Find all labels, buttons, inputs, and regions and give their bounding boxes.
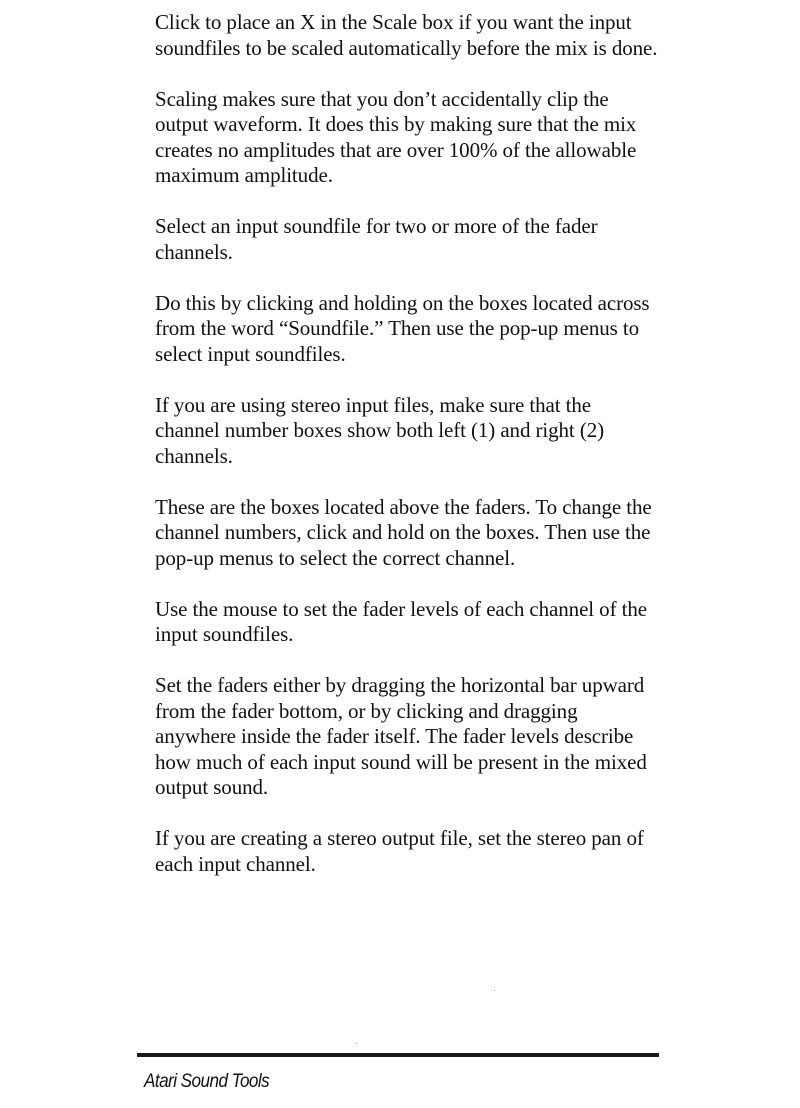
scan-speck — [494, 990, 495, 991]
footer-rule — [137, 1053, 659, 1057]
footer-title: Atari Sound Tools — [144, 1071, 270, 1092]
paragraph-channel-boxes: These are the boxes located above the faders. To change the channel numbers, click and hold on the boxes. Then use the pop-up menus to select the correct channel. — [155, 494, 652, 570]
paragraph-scale-box: Click to place an X in the Scale box if you want the input soundfiles to be scaled automatically before the mix is done. — [155, 10, 658, 60]
scan-speck — [356, 1043, 357, 1044]
paragraph-set-faders: Set the faders either by dragging the horizontal bar upward from the fader bottom, or by clicking and dragging anywhere inside the fader itself. The fader levels describe how much of each input sound will be present in the mixed output sound. — [155, 673, 647, 799]
paragraph-fader-levels: Use the mouse to set the fader levels of each channel of the input soundfiles. — [155, 596, 647, 646]
paragraph-stereo-input: If you are using stereo input files, make sure that the channel number boxes show both left (1) and right (2) channels. — [155, 392, 604, 468]
paragraph-scaling-explained: Scaling makes sure that you don’t accidentally clip the output waveform. It does this by making sure that the mix creates no amplitudes that are over 100% of the allowable maximum amplitude. — [155, 86, 637, 187]
paragraph-stereo-pan: If you are creating a stereo output file, set the stereo pan of each input channel. — [155, 826, 644, 876]
paragraph-soundfile-boxes: Do this by clicking and holding on the boxes located across from the word “Soundfile.” Then use the pop-up menus to select input soundfiles. — [155, 290, 650, 366]
paragraph-select-soundfile: Select an input soundfile for two or more of the fader channels. — [155, 214, 598, 264]
body-text — [155, 10, 660, 903]
